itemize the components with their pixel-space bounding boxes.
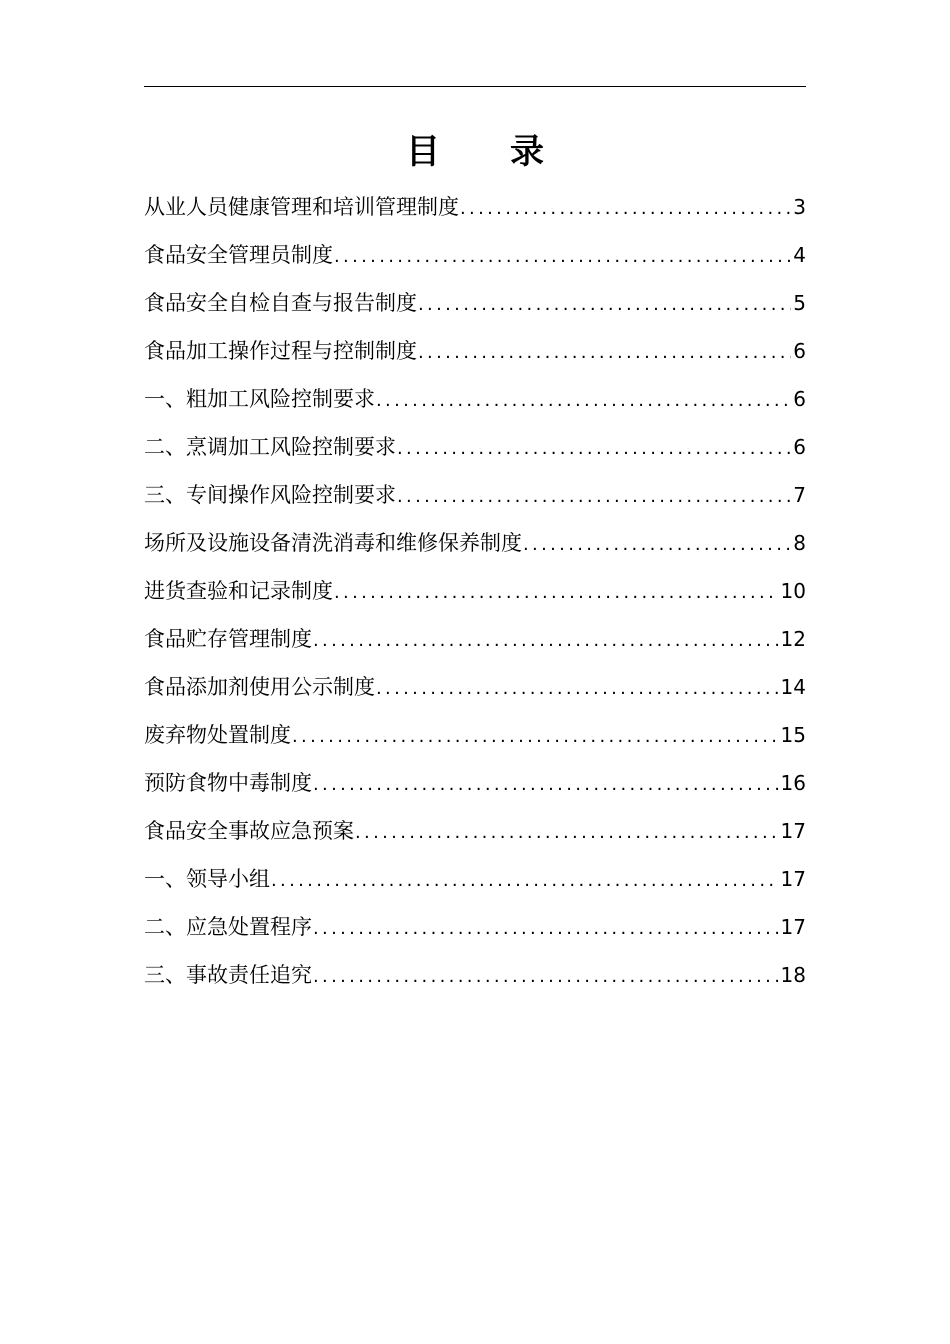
toc-entry-label: 食品加工操作过程与控制制度	[144, 339, 417, 363]
toc-dot-leader	[313, 905, 779, 953]
toc-dot-leader	[271, 857, 779, 905]
title-char-2: 录	[510, 131, 544, 172]
header-rule	[144, 86, 806, 87]
toc-entry[interactable]	[144, 807, 806, 855]
toc-dot-leader	[397, 425, 791, 473]
toc-entry-label: 预防食物中毒制度	[144, 771, 312, 795]
toc-dot-leader	[523, 521, 791, 569]
toc-entry-label: 一、领导小组	[144, 867, 270, 891]
toc-dot-leader	[313, 953, 779, 1001]
toc-dot-leader	[418, 329, 791, 377]
toc-entry[interactable]	[144, 375, 806, 423]
toc-entry[interactable]	[144, 327, 806, 375]
toc-entry-label: 三、专间操作风险控制要求	[144, 483, 396, 507]
toc-entry-page: 3	[793, 195, 806, 219]
toc-entry-page: 4	[793, 243, 806, 267]
toc-entry[interactable]	[144, 279, 806, 327]
toc-entry-label: 进货查验和记录制度	[144, 579, 333, 603]
toc-entry-page: 6	[793, 339, 806, 363]
toc-entry-page: 8	[793, 531, 806, 555]
toc-entry-page: 14	[780, 675, 806, 699]
toc-entry-label: 食品贮存管理制度	[144, 627, 312, 651]
table-of-contents	[144, 183, 806, 999]
toc-entry-page: 6	[793, 387, 806, 411]
toc-entry-page: 17	[780, 867, 806, 891]
toc-dot-leader	[376, 665, 779, 713]
toc-dot-leader	[334, 569, 779, 617]
toc-entry-label: 食品安全事故应急预案	[144, 819, 354, 843]
toc-entry-label: 场所及设施设备清洗消毒和维修保养制度	[144, 531, 522, 555]
toc-dot-leader	[313, 761, 779, 809]
toc-dot-leader	[376, 377, 791, 425]
toc-dot-leader	[460, 185, 791, 233]
toc-entry-label: 食品安全管理员制度	[144, 243, 333, 267]
toc-entry-page: 18	[780, 963, 806, 987]
toc-entry[interactable]	[144, 471, 806, 519]
toc-dot-leader	[334, 233, 791, 281]
toc-entry[interactable]	[144, 903, 806, 951]
toc-entry-page: 7	[793, 483, 806, 507]
toc-entry-label: 一、粗加工风险控制要求	[144, 387, 375, 411]
toc-entry-label: 食品添加剂使用公示制度	[144, 675, 375, 699]
toc-entry-page: 17	[780, 819, 806, 843]
toc-entry-label: 三、事故责任追究	[144, 963, 312, 987]
page-title	[0, 120, 950, 176]
toc-entry[interactable]	[144, 951, 806, 999]
toc-entry[interactable]	[144, 231, 806, 279]
toc-entry-label: 废弃物处置制度	[144, 723, 291, 747]
toc-entry-label: 从业人员健康管理和培训管理制度	[144, 195, 459, 219]
toc-dot-leader	[397, 473, 791, 521]
toc-entry[interactable]	[144, 855, 806, 903]
toc-entry-label: 二、烹调加工风险控制要求	[144, 435, 396, 459]
toc-entry[interactable]	[144, 567, 806, 615]
toc-entry[interactable]	[144, 615, 806, 663]
toc-entry[interactable]	[144, 663, 806, 711]
toc-entry-page: 12	[780, 627, 806, 651]
title-char-1: 目	[406, 131, 440, 172]
toc-dot-leader	[355, 809, 779, 857]
toc-dot-leader	[313, 617, 779, 665]
toc-dot-leader	[292, 713, 779, 761]
toc-entry-page: 17	[780, 915, 806, 939]
toc-entry[interactable]	[144, 519, 806, 567]
toc-entry-page: 16	[780, 771, 806, 795]
toc-entry-page: 5	[793, 291, 806, 315]
toc-entry-page: 10	[780, 579, 806, 603]
toc-entry-page: 15	[780, 723, 806, 747]
toc-entry[interactable]	[144, 759, 806, 807]
toc-dot-leader	[418, 281, 791, 329]
toc-entry[interactable]	[144, 423, 806, 471]
toc-entry[interactable]	[144, 183, 806, 231]
toc-entry-label: 食品安全自检自查与报告制度	[144, 291, 417, 315]
toc-entry-page: 6	[793, 435, 806, 459]
toc-entry[interactable]	[144, 711, 806, 759]
toc-entry-label: 二、应急处置程序	[144, 915, 312, 939]
